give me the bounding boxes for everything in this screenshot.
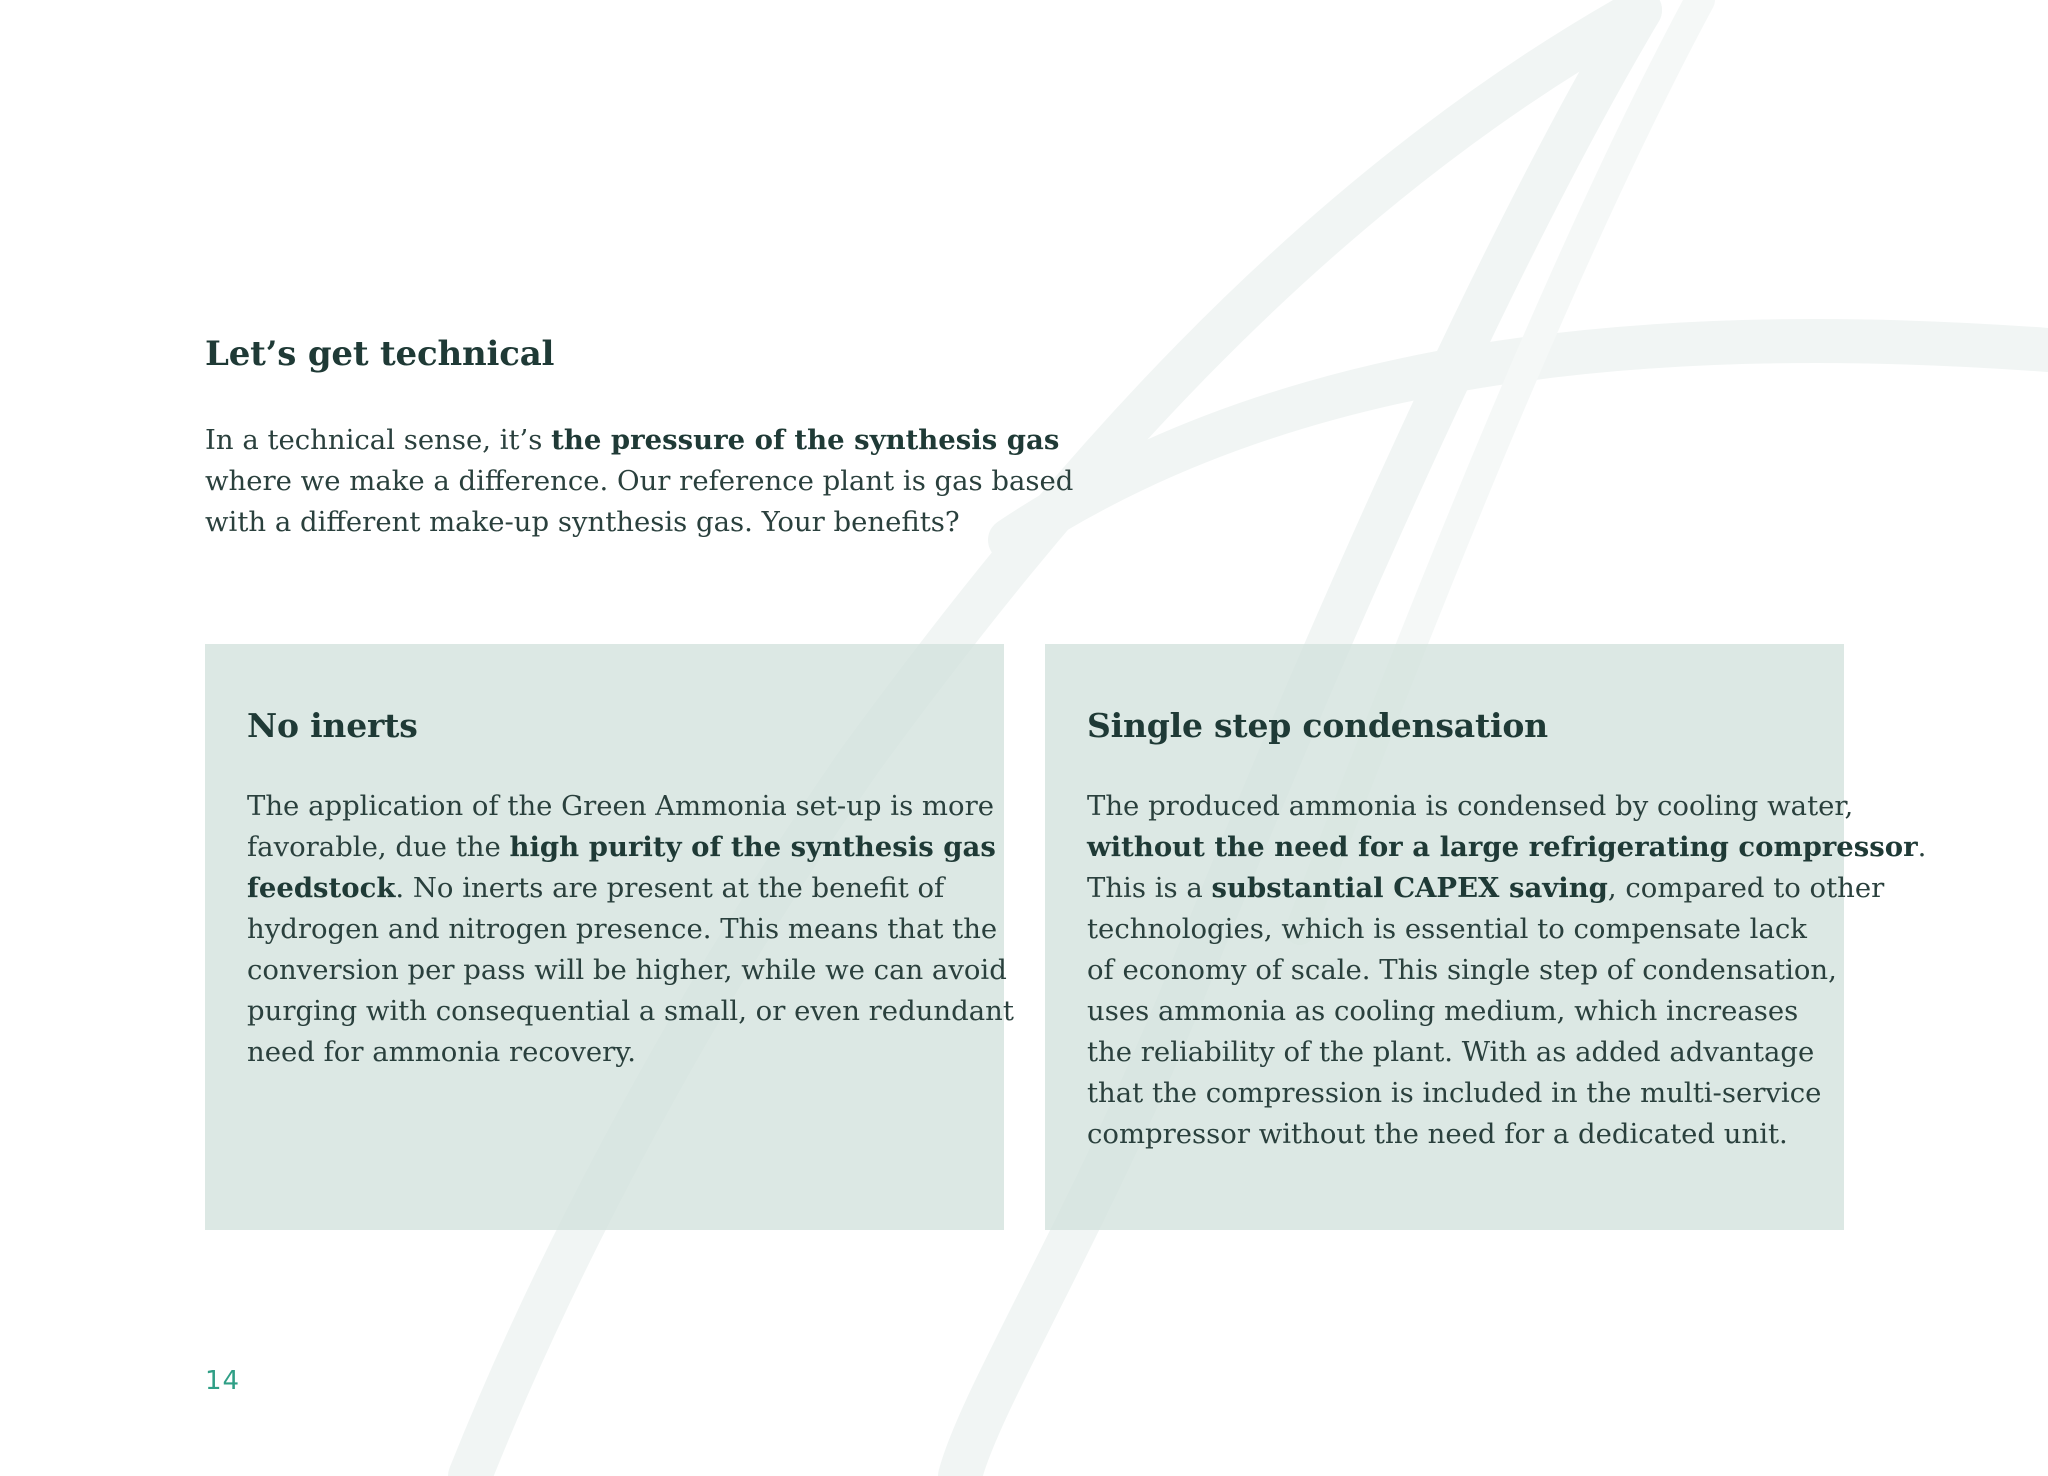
intro-paragraph [205, 420, 1074, 543]
card-body [1087, 786, 1927, 1155]
card-title: No inerts [247, 706, 418, 745]
card-line: favorable, due the high purity of the synthesis gas [247, 831, 996, 863]
intro-line: In a technical sense, it’s the pressure of the synthesis gas [205, 424, 1060, 456]
card-line: This is a substantial CAPEX saving, compared to other [1087, 872, 1885, 904]
card-line: compressor without the need for a dedicated unit. [1087, 1118, 1788, 1150]
no-inerts-card [205, 644, 1014, 1230]
card-line: the reliability of the plant. With as added advantage [1087, 1036, 1815, 1068]
card-line: purging with consequential a small, or even redundant [247, 995, 1014, 1027]
card-line: The application of the Green Ammonia set-up is more [247, 790, 994, 822]
card-line: without the need for a large refrigerating compressor. [1087, 831, 1927, 863]
card-line: feedstock. No inerts are present at the benefit of [247, 872, 945, 904]
card-title: Single step condensation [1087, 706, 1548, 745]
single-step-condensation-card [1045, 644, 1927, 1230]
card-line: that the compression is included in the multi-service [1087, 1077, 1822, 1109]
card-body [247, 786, 1014, 1073]
page-number: 14 [205, 1366, 241, 1396]
card-line: technologies, which is essential to compensate lack [1087, 913, 1807, 945]
section-heading: Let’s get technical [205, 334, 555, 374]
intro-line: with a different make-up synthesis gas. Your benefits? [205, 506, 960, 538]
intro-line: where we make a difference. Our reference plant is gas based [205, 465, 1074, 497]
card-line: The produced ammonia is condensed by cooling water, [1087, 790, 1854, 822]
card-line: of economy of scale. This single step of condensation, [1087, 954, 1837, 986]
card-line: hydrogen and nitrogen presence. This means that the [247, 913, 998, 945]
card-line: conversion per pass will be higher, while we can avoid [247, 954, 1007, 986]
card-line: uses ammonia as cooling medium, which increases [1087, 995, 1799, 1027]
card-line: need for ammonia recovery. [247, 1036, 636, 1068]
